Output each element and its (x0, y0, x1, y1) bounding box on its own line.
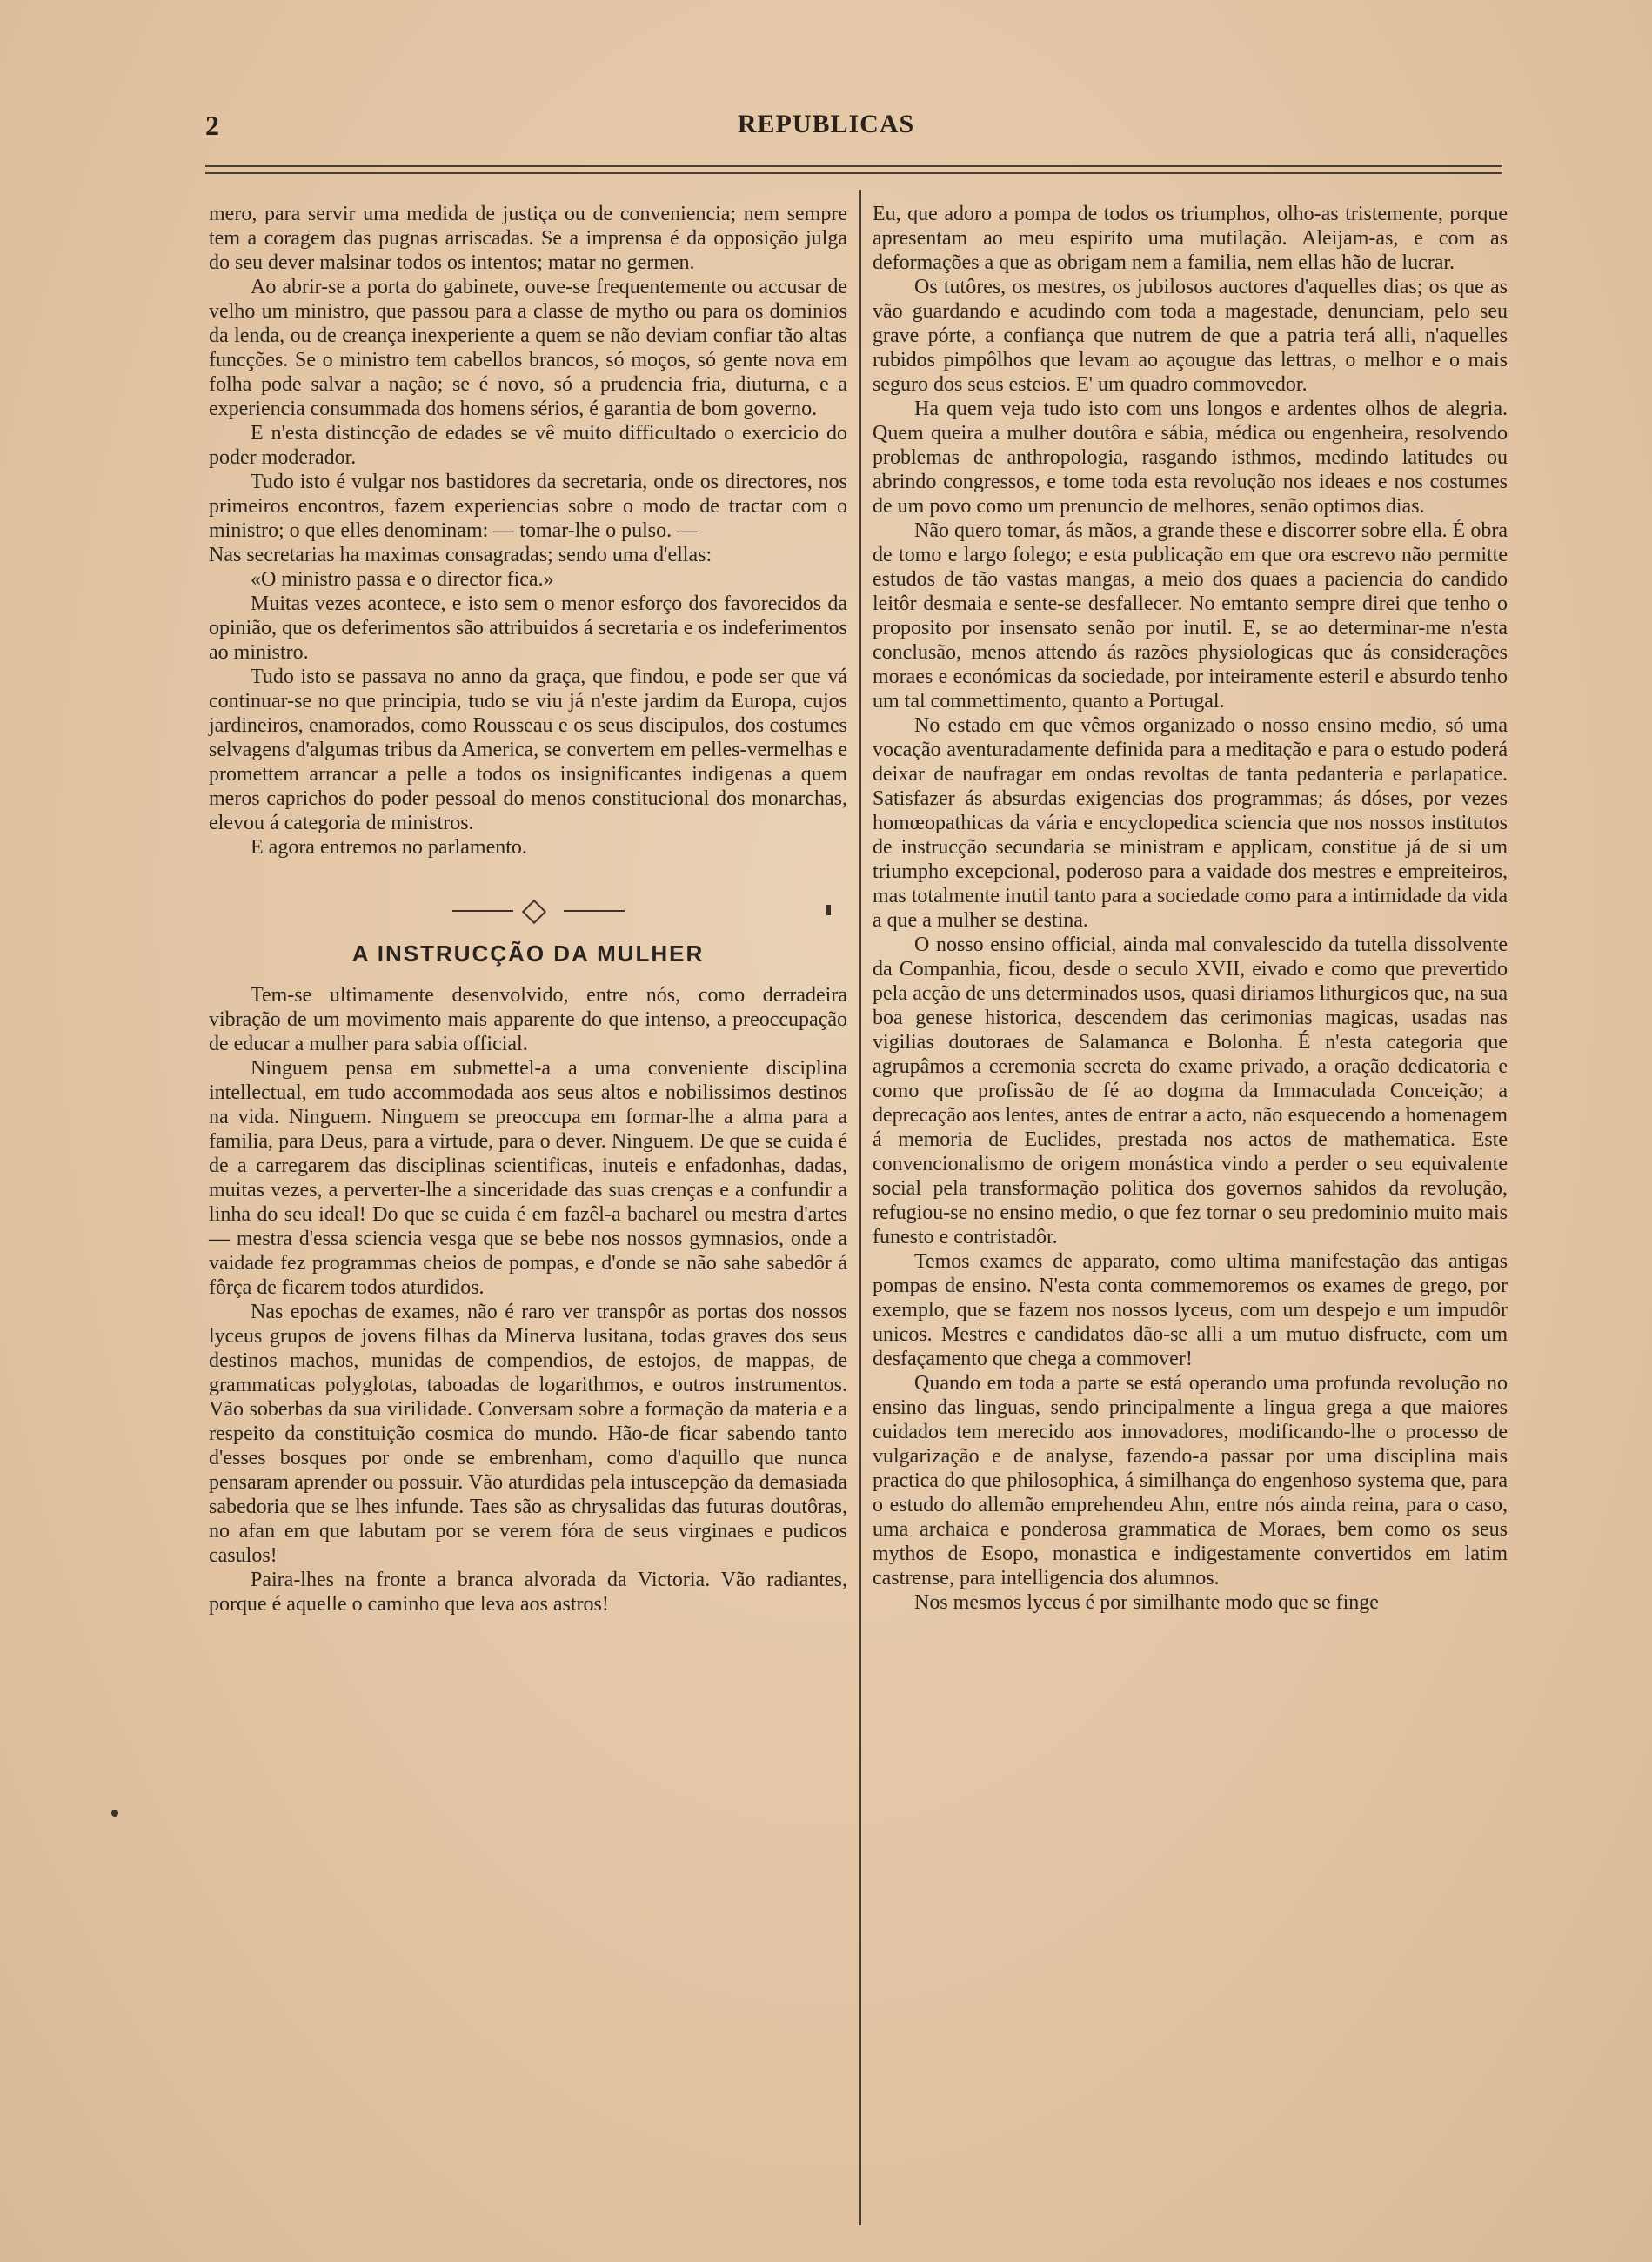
section-ornament (209, 889, 847, 933)
paragraph: Ninguem pensa em submettel-a a uma conveniente disciplina intellectual, em tudo accommodada aos seus altos e nobilissimos destinos na vida. Ninguem. Ninguem se preoccupa em formar-lhe a alma para a familia, para Deus, para a virtude, para o dever. Ninguem. De que se cuida é de a carregarem das disciplinas scientificas, inuteis e enfadonhas, dadas, muitas vezes, a perverter-lhe a sinceridade das suas crenças e a confundir a linha do seu ideal! Do que se cuida é em fazêl-a bacharel ou mestra d'artes — mestra d'essa sciencia vesga que se bebe nos nossos gymnasios, onde a vaidade fez programmas cheios de pompas, e d'onde se não sahe sabedôr á fôrça de ficarem todos aturdidos. (209, 1057, 847, 1299)
paragraph: Nos mesmos lyceus é por similhante modo que se finge (914, 1591, 1379, 1614)
paragraph: Tudo isto se passava no anno da graça, que findou, e pode ser que vá continuar-se no que principia, tudo se viu já n'este jardim da Europa, cujos jardineiros, enamorados, como Rousseau e os seus discipulos, dos costumes selvagens d'algumas tribus da America, se convertem em pelles-vermelhas e promettem arrancar a pelle a todos os insignificantes indigenas a quem meros caprichos do poder pessoal do menos constitucional dos monarchas, elevou á categoria de ministros. (209, 666, 847, 834)
page-number: 2 (205, 110, 219, 141)
ornament-line-right (564, 910, 625, 912)
ornament-line-left (452, 910, 513, 912)
paragraph: Ao abrir-se a porta do gabinete, ouve-se frequentemente ou accusar de velho um ministro, que passou para a classe de mytho ou para os dominios da lenda, ou de creança inexperiente a quem se não deviam confiar tão altas funcções. Se o ministro tem cabellos brancos, só moços, só gente nova em folha pode salvar a nação; se é novo, só a prudencia fria, diuturna, e a experiencia consummada dos homens sérios, é garantia de bom governo. (209, 276, 847, 420)
paragraph: Eu, que adoro a pompa de todos os triumphos, olho-as tristemente, porque apresentam ao meu espirito uma mutilação. Aleijam-as, e com as deformações a que as obrigam nem a familia, nem ellas hão de lucrar. (873, 203, 1508, 274)
paragraph: Tem-se ultimamente desenvolvido, entre nós, como derradeira vibração de um movimento mais apparente do que intenso, a preoccupação de educar a mulher para sabia official. (209, 984, 847, 1055)
header-rule-top (205, 165, 1502, 167)
paragraph: O nosso ensino official, ainda mal convalescido da tutella dissolvente da Companhia, ficou, desde o seculo XVII, eivado e como que prevertido pela acção de uns determinados usos, quasi diriamos lithurgicos que, na sua boa genese historica, descendem das cerimonias magicas, usadas nas vigilias doutoraes de Salamanca e Bolonha. É n'esta categoria que agrupâmos a ceremonia secreta do exame privado, a oração dedicatoria e como que profissão de fé ao dogma da Immaculada Conceição; a deprecação aos lentes, antes de entrar a acto, não esquecendo a homenagem á memoria de Euclides, prestada nos actos de mathematica. Este convencionalismo de origem monástica vindo a perder o seu equivalente social pela transformação politica dos governos sahidos da revolução, refugiou-se no ensino medio, o que fez tornar o seu predominio muito mais funesto e contristadôr. (873, 934, 1508, 1248)
right-column (873, 202, 1508, 1615)
header-rule-bottom (205, 172, 1502, 174)
paragraph: Os tutôres, os mestres, os jubilosos auctores d'aquelles dias; os que as vão guardando e acudindo com toda a magestade, denunciam, pelo seu grave pórte, a confiança que nutrem de que a patria terá alli, n'aquelles rubidos pimpôlhos que levam ao açougue das lettras, o melhor e o mais seguro dos seus esteios. E' um quadro commovedor. (873, 276, 1508, 396)
paragraph: E n'esta distincção de edades se vê muito difficultado o exercicio do poder moderador. (209, 422, 847, 469)
paragraph: Quando em toda a parte se está operando uma profunda revolução no ensino das linguas, sendo principalmente a lingua grega a que maiores cuidados tem merecido aos innovadores, modificando-lhe o processo de vulgarização e de analyse, fazendo-a passar por uma disciplina mais practica do que philosophica, á similhança do engenhoso systema que, para o estudo do allemão emprehendeu Ahn, entre nós ainda reina, para o caso, uma archaica e ponderosa grammatica de Moraes, bem como os seus mythos de Esopo, monastica e indigestamente convertidos em latim castrense, para intelligencia dos alumnos. (873, 1372, 1508, 1589)
paragraph: Nas epochas de exames, não é raro ver transpôr as portas dos nossos lyceus grupos de jovens filhas da Minerva lusitana, todas graves dos seus destinos machos, munidas de compendios, de estojos, de mappas, de grammaticas polyglotas, taboadas de logarithmos, e outros instrumentos. Vão soberbas da sua virilidade. Conversam sobre a formação da materia e a respeito da constituição cosmica do mundo. Hão-de ficar sabendo tanto d'esses bosques por onde se embrenham, como d'aquillo que nunca pensaram aprender ou possuir. Vão aturdidas pela intuscepção da demasiada sabedoria que se lhes infunde. Taes são as chrysalidas das futuras doutôras, no afan em que labutam por se verem fóra de seus virginaes e pudicos casulos! (209, 1301, 847, 1567)
paragraph: Temos exames de apparato, como ultima manifestação das antigas pompas de ensino. N'esta conta commemoremos os exames de grego, por exemplo, que se fazem nos nossos lyceus, com um despejo e um impudôr unicos. Mestres e candidatos dão-se alli a um mutuo disfructe, com um desfaçamento que chega a commover! (873, 1250, 1508, 1370)
left-column (209, 202, 847, 1616)
ornament-mark (826, 905, 831, 915)
article-title: A INSTRUCÇÃO DA MULHER (351, 940, 705, 967)
ornament-diamond (522, 900, 546, 924)
paragraph: mero, para servir uma medida de justiça ou de conveniencia; nem sempre tem a coragem das pugnas arriscadas. Se a imprensa é da opposição julga do seu dever malsinar todos os intentos; matar no germen. (209, 203, 847, 274)
paragraph: Muitas vezes acontece, e isto sem o menor esforço dos favorecidos da opinião, que os deferimentos são attribuidos á secretaria e os indeferimentos ao ministro. (209, 592, 847, 664)
paragraph: E agora entremos no parlamento. (251, 836, 527, 859)
ink-speck (111, 1810, 118, 1817)
paragraph: «O ministro passa e o director fica.» (251, 568, 554, 591)
paragraph: Paira-lhes na fronte a branca alvorada da Victoria. Vão radiantes, porque é aquelle o caminho que leva aos astros! (209, 1569, 847, 1616)
paragraph: Ha quem veja tudo isto com uns longos e ardentes olhos de alegria. Quem queira a mulher doutôra e sábia, médica ou engenheira, resolvendo problemas de anthropologia, rasgando isthmos, medindo latitudes ou abrindo congressos, e tome toda esta revolução nos ideaes e nos costumes de um povo como um prenuncio de melhores, senão optimos dias. (873, 398, 1508, 518)
paragraph: No estado em que vêmos organizado o nosso ensino medio, só uma vocação aventuradamente definida para a meditação e para o estudo poderá deixar de naufragar em ondas revoltas de tanta pedanteria e parlapatice. Satisfazer ás absurdas exigencias dos programmas; ás dóses, por vezes homœopathicas da vária e encyclopedica sciencia que nos nossos institutos de instrucção secundaria se ministram e applicam, constitue já de si um triumpho excepcional, poderoso para a vaidade dos mestres e empreiteiros, mas totalmente inutil tanto para a sociedade como para a intimidade da vida a que a mulher se destina. (873, 714, 1508, 932)
paragraph: Nas secretarias ha maximas consagradas; sendo uma d'ellas: (209, 544, 712, 566)
column-divider (859, 190, 861, 2225)
paragraph: Tudo isto é vulgar nos bastidores da secretaria, onde os directores, nos primeiros encontros, fazem experiencias sobre o modo de tractar com o ministro; o que elles denominam: — tomar-lhe o pulso. — (209, 471, 847, 542)
publication-title: REPUBLICAS (737, 110, 915, 138)
paragraph: Não quero tomar, ás mãos, a grande these e discorrer sobre ella. É obra de tomo e largo folego; e esta publicação em que ora escrevo não permitte estudos de tão vastas mangas, a meio dos quaes a paciencia do candido leitôr desmaia e sente-se desfallecer. No emtanto sempre direi que tenho o proposito por insensato senão por inutil. E, se ao determinar-me n'esta conclusão, menos attendo ás razões physiologicas que ás considerações moraes e económicas da sociedade, por inteiramente esteril e absurdo tenho um tal commettimento, quanto a Portugal. (873, 519, 1508, 713)
